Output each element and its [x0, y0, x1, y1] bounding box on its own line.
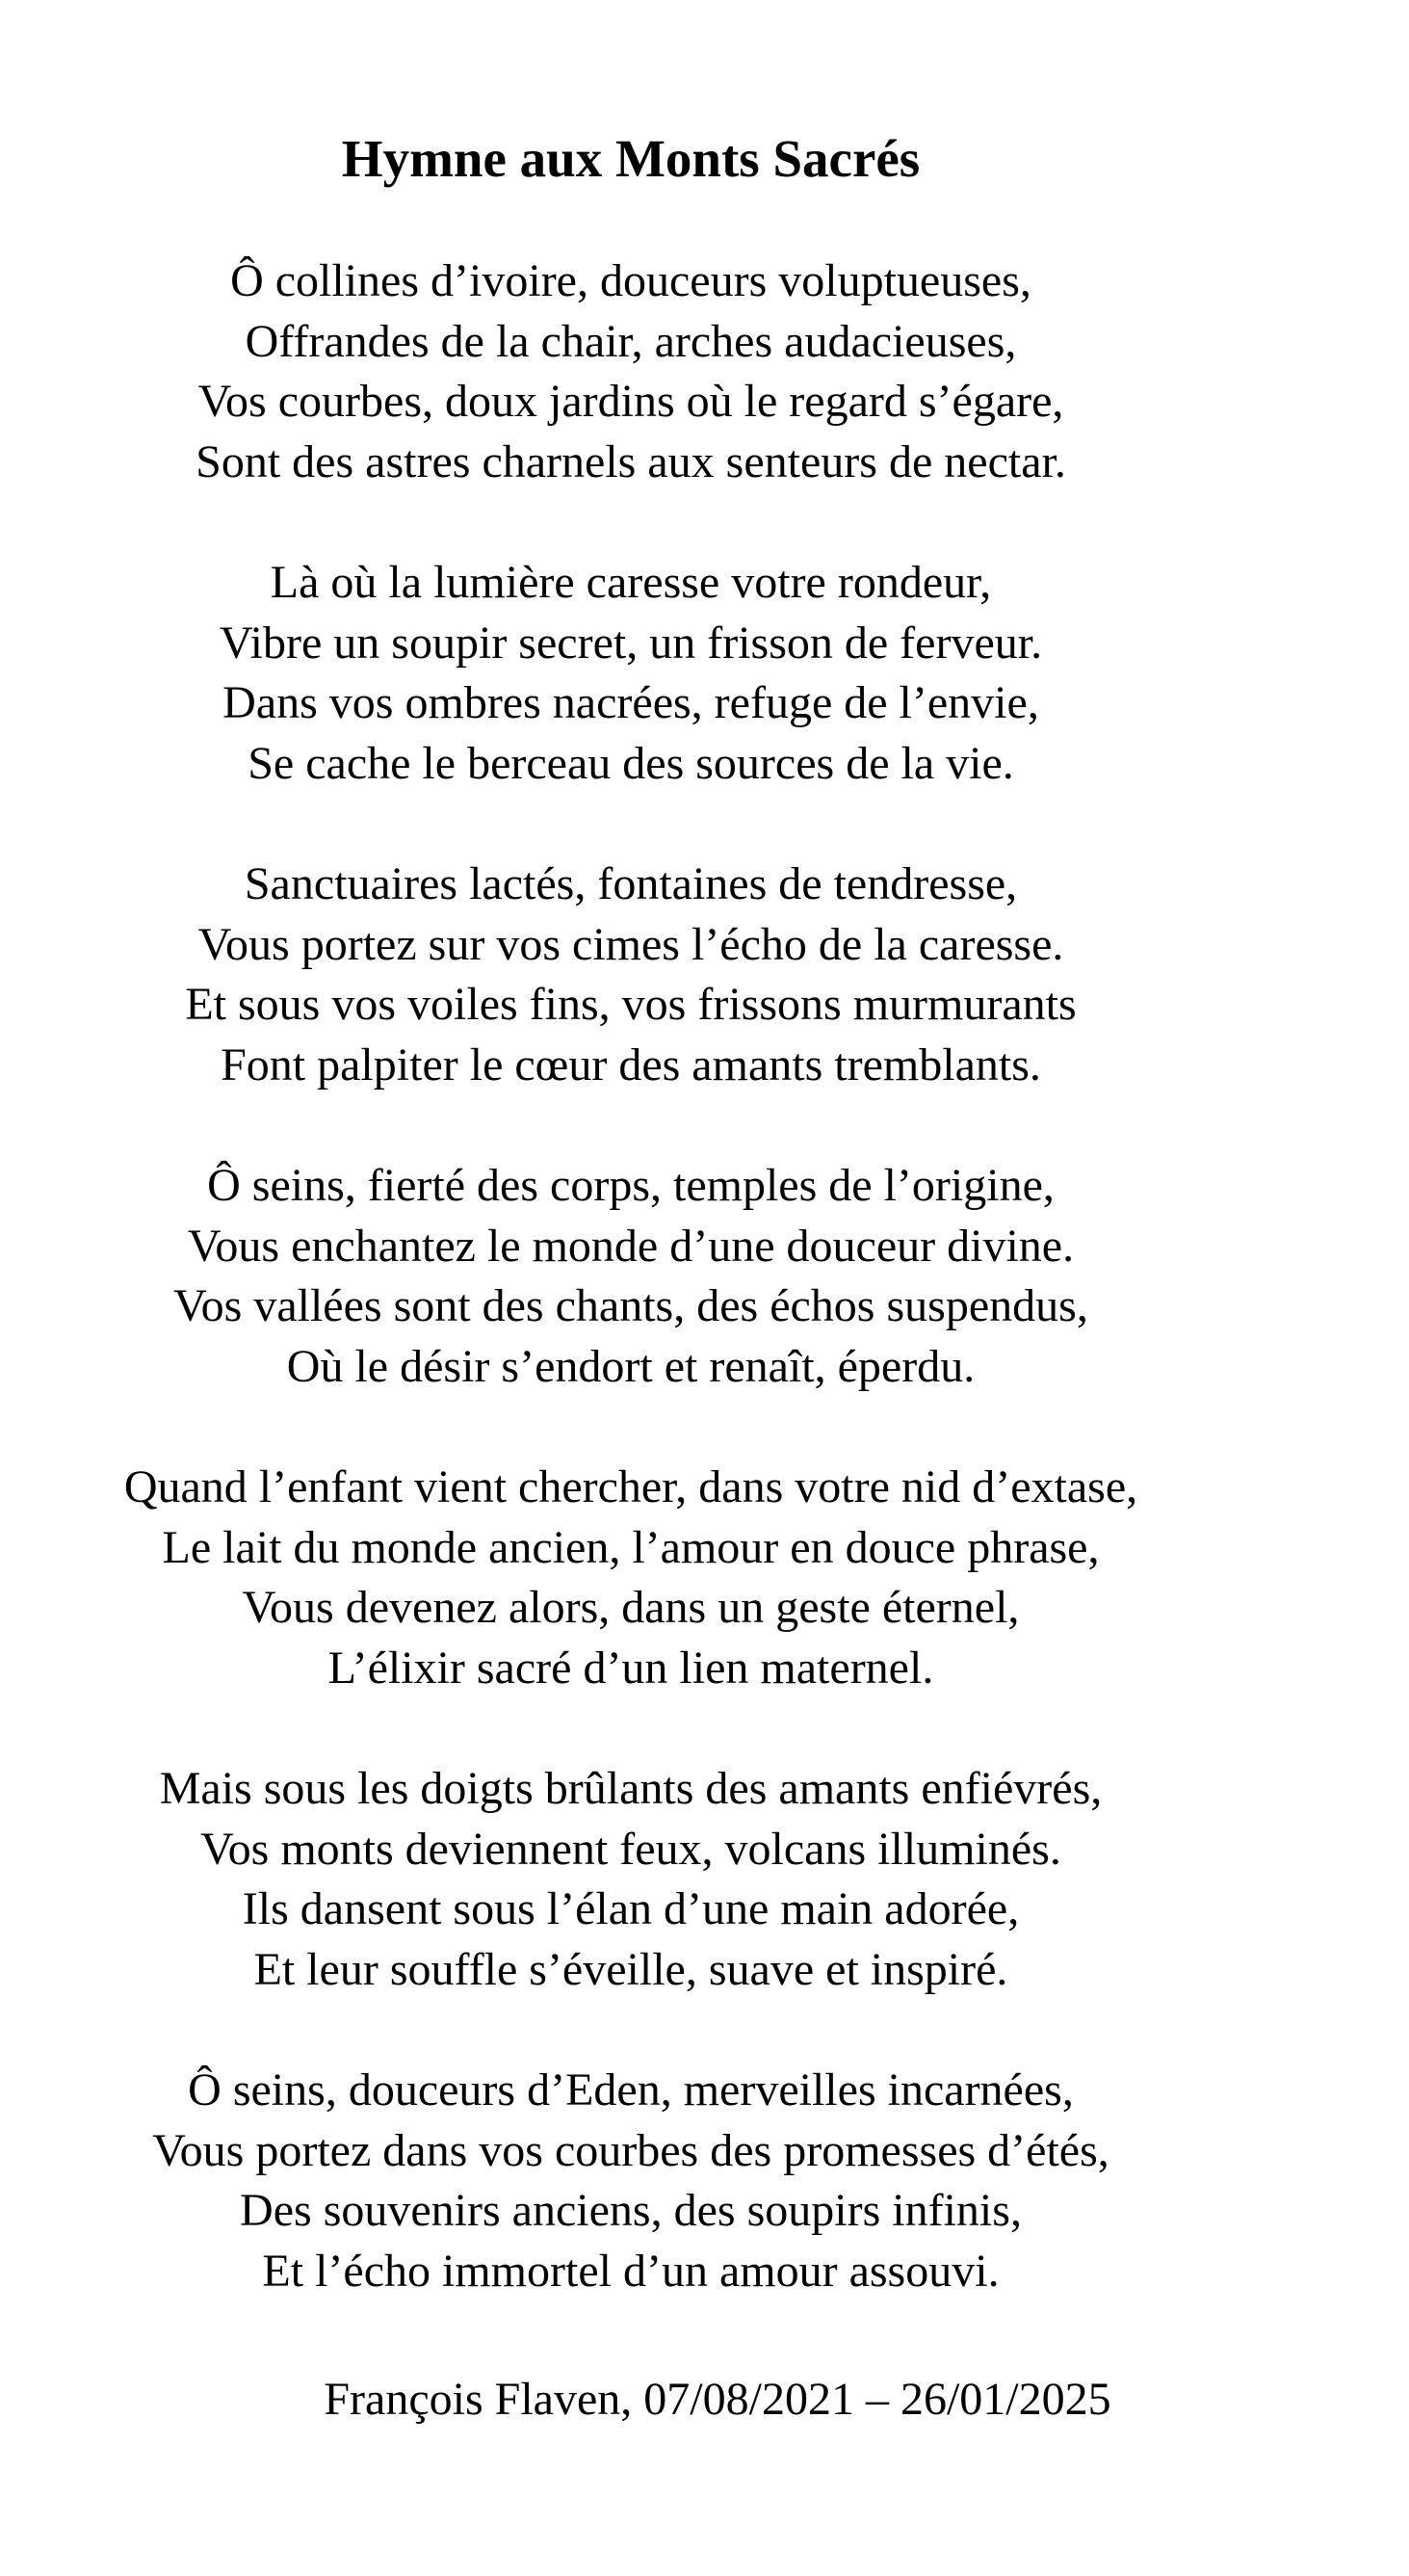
poem-title: Hymne aux Monts Sacrés: [341, 129, 921, 188]
poem-line: Là où la lumière caresse votre rondeur,: [270, 557, 992, 608]
poem-line: Mais sous les doigts brûlants des amants enfiévrés,: [159, 1763, 1103, 1814]
poem-line: Vos vallées sont des chants, des échos suspendus,: [173, 1280, 1088, 1331]
poem-line: Vos monts deviennent feux, volcans illuminés.: [200, 1823, 1061, 1875]
stanza-5: [0, 1458, 1262, 1698]
poem-line: Vos courbes, doux jardins où le regard s’égare,: [197, 376, 1064, 427]
poem-line: Vous portez sur vos cimes l’écho de la caresse.: [197, 918, 1064, 970]
poem-line: Vous devenez alors, dans un geste éternel,: [242, 1582, 1020, 1633]
poem-line: Se cache le berceau des sources de la vie.: [248, 737, 1014, 789]
poem-line: Dans vos ombres nacrées, refuge de l’envie,: [222, 677, 1039, 728]
poem-line: Où le désir s’endort et renaît, éperdu.: [286, 1340, 976, 1392]
poem-line: Et sous vos voiles fins, vos frissons murmurants: [185, 979, 1077, 1030]
poem-line: Des souvenirs anciens, des soupirs infinis,: [240, 2185, 1022, 2236]
poem-line: Et leur souffle s’éveille, suave et inspiré.: [253, 1943, 1008, 1995]
poem-line: Font palpiter le cœur des amants tremblants.: [221, 1038, 1041, 1091]
poem-line: Le lait du monde ancien, l’amour en douce phrase,: [162, 1521, 1100, 1573]
poem-line: Sanctuaires lactés, fontaines de tendresse,: [244, 858, 1018, 909]
stanza-1: [0, 251, 1262, 492]
poem-line: L’élixir sacré d’un lien maternel.: [327, 1642, 934, 1694]
poem-line: Vous enchantez le monde d’une douceur divine.: [187, 1220, 1075, 1272]
stanza-2: [0, 553, 1262, 794]
poem-line: Quand l’enfant vient chercher, dans votre nid d’extase,: [123, 1461, 1138, 1512]
poem-line: Ô collines d’ivoire, douceurs voluptueuses,: [230, 255, 1031, 306]
author-signature: François Flaven, 07/08/2021 – 26/01/2025: [324, 2374, 1111, 2425]
poem-line: Vibre un soupir secret, un frisson de ferveur.: [219, 617, 1043, 669]
poem-line: Ils dansent sous l’élan d’une main adorée,: [242, 1883, 1020, 1934]
stanza-3: [0, 854, 1262, 1095]
stanza-4: [0, 1156, 1262, 1397]
poem-line: Ô seins, fierté des corps, temples de l’origine,: [207, 1160, 1055, 1211]
stanza-6: [0, 1759, 1262, 2000]
poem-line: Sont des astres charnels aux senteurs de nectar.: [196, 435, 1066, 487]
poem-line: Ô seins, douceurs d’Eden, merveilles incarnées,: [188, 2064, 1074, 2116]
poem-line: Et l’écho immortel d’un amour assouvi.: [262, 2245, 1000, 2297]
stanza-7: [0, 2061, 1262, 2301]
poem-line: Vous portez dans vos courbes des promesses d’étés,: [152, 2124, 1109, 2176]
poem-line: Offrandes de la chair, arches audacieuses,: [245, 315, 1017, 367]
